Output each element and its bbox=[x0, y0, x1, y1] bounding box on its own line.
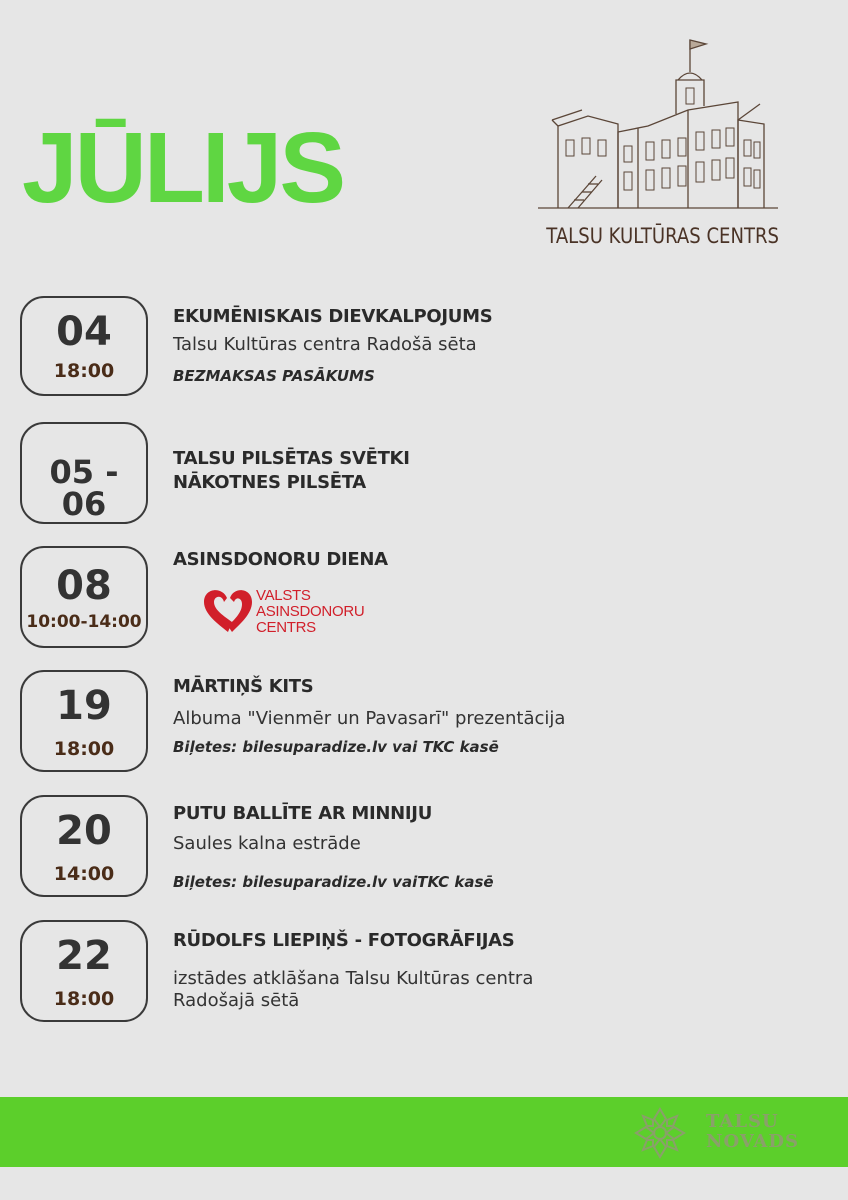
event-item bbox=[20, 296, 820, 400]
event-title: PUTU BALLĪTE AR MINNIJU bbox=[173, 803, 433, 824]
date-box bbox=[20, 670, 148, 772]
event-day: 08 bbox=[56, 563, 112, 609]
date-box bbox=[20, 296, 148, 396]
event-item bbox=[20, 546, 820, 650]
event-item bbox=[20, 795, 820, 899]
heart-icon bbox=[202, 586, 254, 634]
event-note: Biļetes: bilesuparadize.lv vaiTKC kasē bbox=[173, 873, 494, 891]
event-title: MĀRTIŅŠ KITS bbox=[173, 676, 314, 697]
event-item bbox=[20, 670, 820, 774]
event-title: ASINSDONORU DIENA bbox=[173, 549, 388, 570]
footer-line: NOVADS bbox=[706, 1131, 799, 1152]
event-subtitle: izstādes atklāšana Talsu Kultūras centra bbox=[173, 968, 534, 989]
ornament-icon bbox=[632, 1105, 688, 1161]
date-box bbox=[20, 795, 148, 897]
event-time: 14:00 bbox=[53, 863, 115, 885]
donor-center-logo bbox=[202, 586, 372, 638]
brand-name: TALSU KULTŪRAS CENTRS bbox=[546, 224, 780, 248]
event-title: RŪDOLFS LIEPIŅŠ - FOTOGRĀFIJAS bbox=[173, 930, 515, 951]
brand-logo bbox=[528, 36, 788, 256]
footer-brand bbox=[706, 1112, 799, 1152]
footer-line: TALSU bbox=[706, 1111, 779, 1132]
event-subtitle: Saules kalna estrāde bbox=[173, 833, 361, 854]
date-box bbox=[20, 422, 148, 524]
event-subtitle: Albuma "Vienmēr un Pavasarī" prezentācija bbox=[173, 708, 566, 729]
event-item bbox=[20, 422, 820, 526]
event-day: 22 bbox=[56, 933, 112, 979]
event-time: 18:00 bbox=[53, 360, 115, 382]
event-day: 04 bbox=[56, 309, 112, 355]
event-time: 10:00-14:00 bbox=[26, 612, 142, 632]
donor-center-name bbox=[256, 588, 364, 636]
month-title: JŪLIJS bbox=[22, 112, 344, 224]
event-title: EKUMĒNISKAIS DIEVKALPOJUMS bbox=[173, 306, 493, 327]
date-box bbox=[20, 546, 148, 648]
event-subtitle-line2: Radošajā sētā bbox=[173, 990, 300, 1011]
event-item bbox=[20, 920, 820, 1024]
donor-line: VALSTS bbox=[256, 587, 311, 604]
donor-line: ASINSDONORU bbox=[256, 603, 365, 620]
event-day: 19 bbox=[56, 683, 112, 729]
footer-bar bbox=[0, 1097, 848, 1167]
building-illustration bbox=[538, 36, 778, 216]
event-time: 18:00 bbox=[53, 738, 115, 760]
talsu-novads-logo bbox=[632, 1105, 822, 1159]
event-subtitle: Talsu Kultūras centra Radošā sēta bbox=[173, 334, 477, 355]
date-box bbox=[20, 920, 148, 1022]
event-note: BEZMAKSAS PASĀKUMS bbox=[173, 367, 375, 385]
event-time: 18:00 bbox=[53, 988, 115, 1010]
event-day: 20 bbox=[56, 808, 112, 854]
donor-line: CENTRS bbox=[256, 619, 316, 636]
event-note: Biļetes: bilesuparadize.lv vai TKC kasē bbox=[173, 738, 499, 756]
event-title-line2: NĀKOTNES PILSĒTA bbox=[173, 472, 366, 493]
event-title: TALSU PILSĒTAS SVĒTKI bbox=[173, 448, 410, 469]
event-day: 05 - 06 bbox=[49, 453, 119, 523]
